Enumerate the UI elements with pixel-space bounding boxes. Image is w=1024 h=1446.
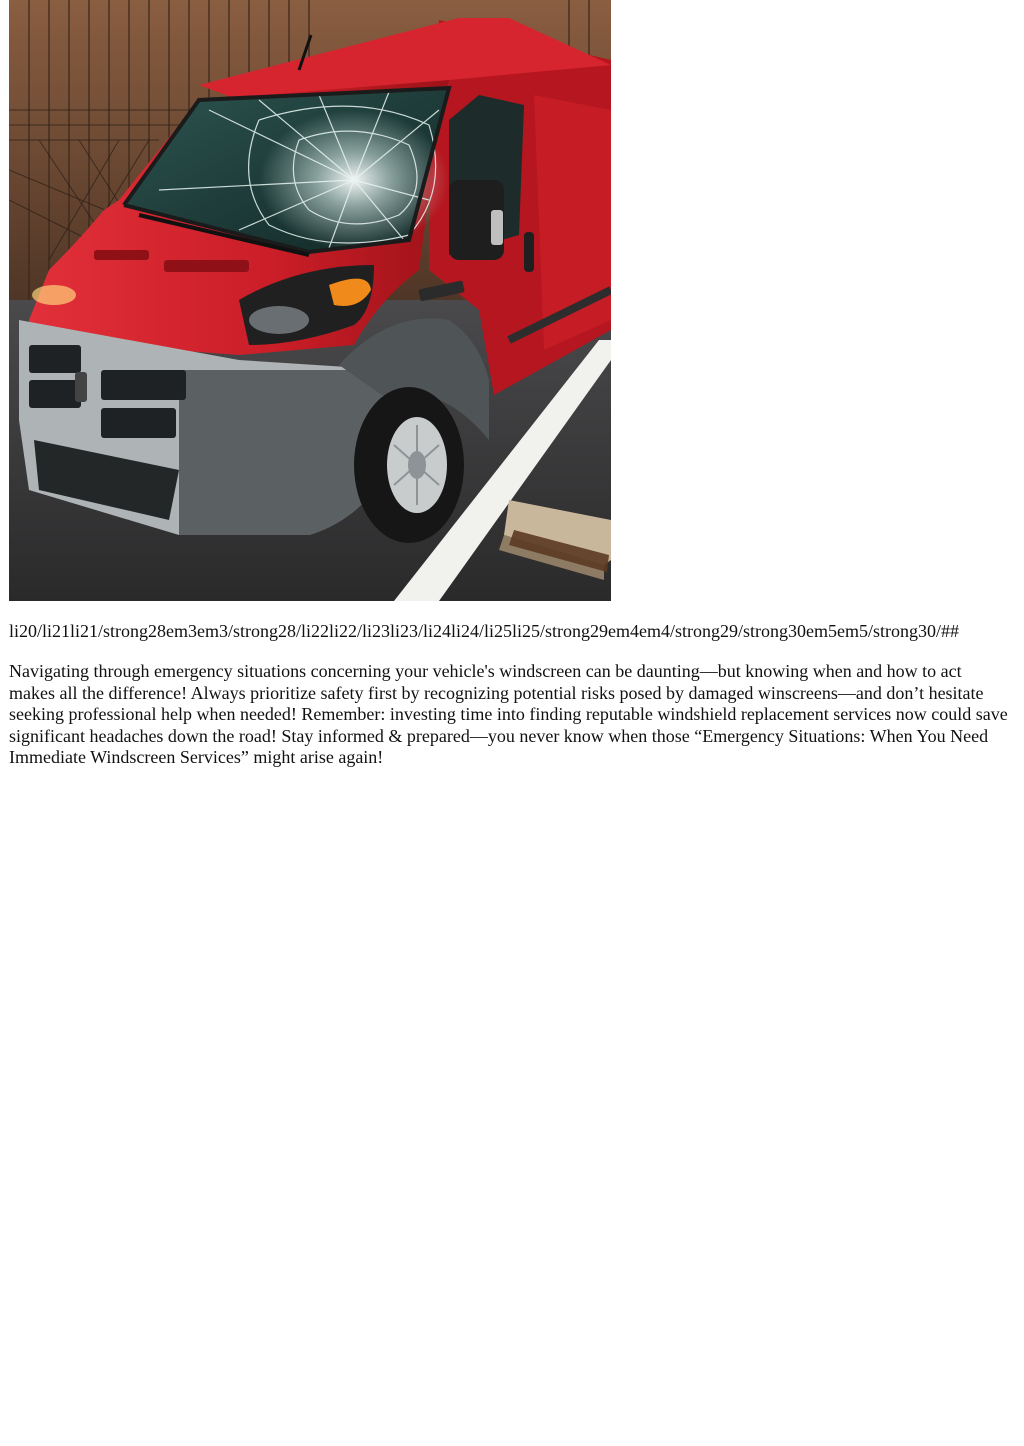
door-handle [524, 232, 534, 272]
article-page [9, 0, 1024, 769]
van-illustration [9, 0, 611, 601]
van-photo [9, 0, 611, 601]
left-headlight-glow [32, 285, 76, 305]
conclusion-paragraph: Navigating through emergency situations concerning your vehicle's windscreen can be daunting—but knowing when and how to act makes all the difference! Always prioritize safety first by recognizing potential risks posed by damaged winscreens—and don’t hesitate seeking professional help when needed! Remember: investing time into finding reputable windshield replacement services now could save significant headaches down the road! Stay informed & prepared—you never know when those “Emergency Situations: When You Need Immediate Windscreen Services” might arise again! [9, 661, 1008, 767]
ram-logo [75, 372, 87, 402]
markup-artifact-line: li20/li21li21/strong28em3em3/strong28/li22li22/li23li23/li24li24/li25li25/strong29em4em4/strong29/strong30em5em5/strong30/## [9, 621, 959, 641]
